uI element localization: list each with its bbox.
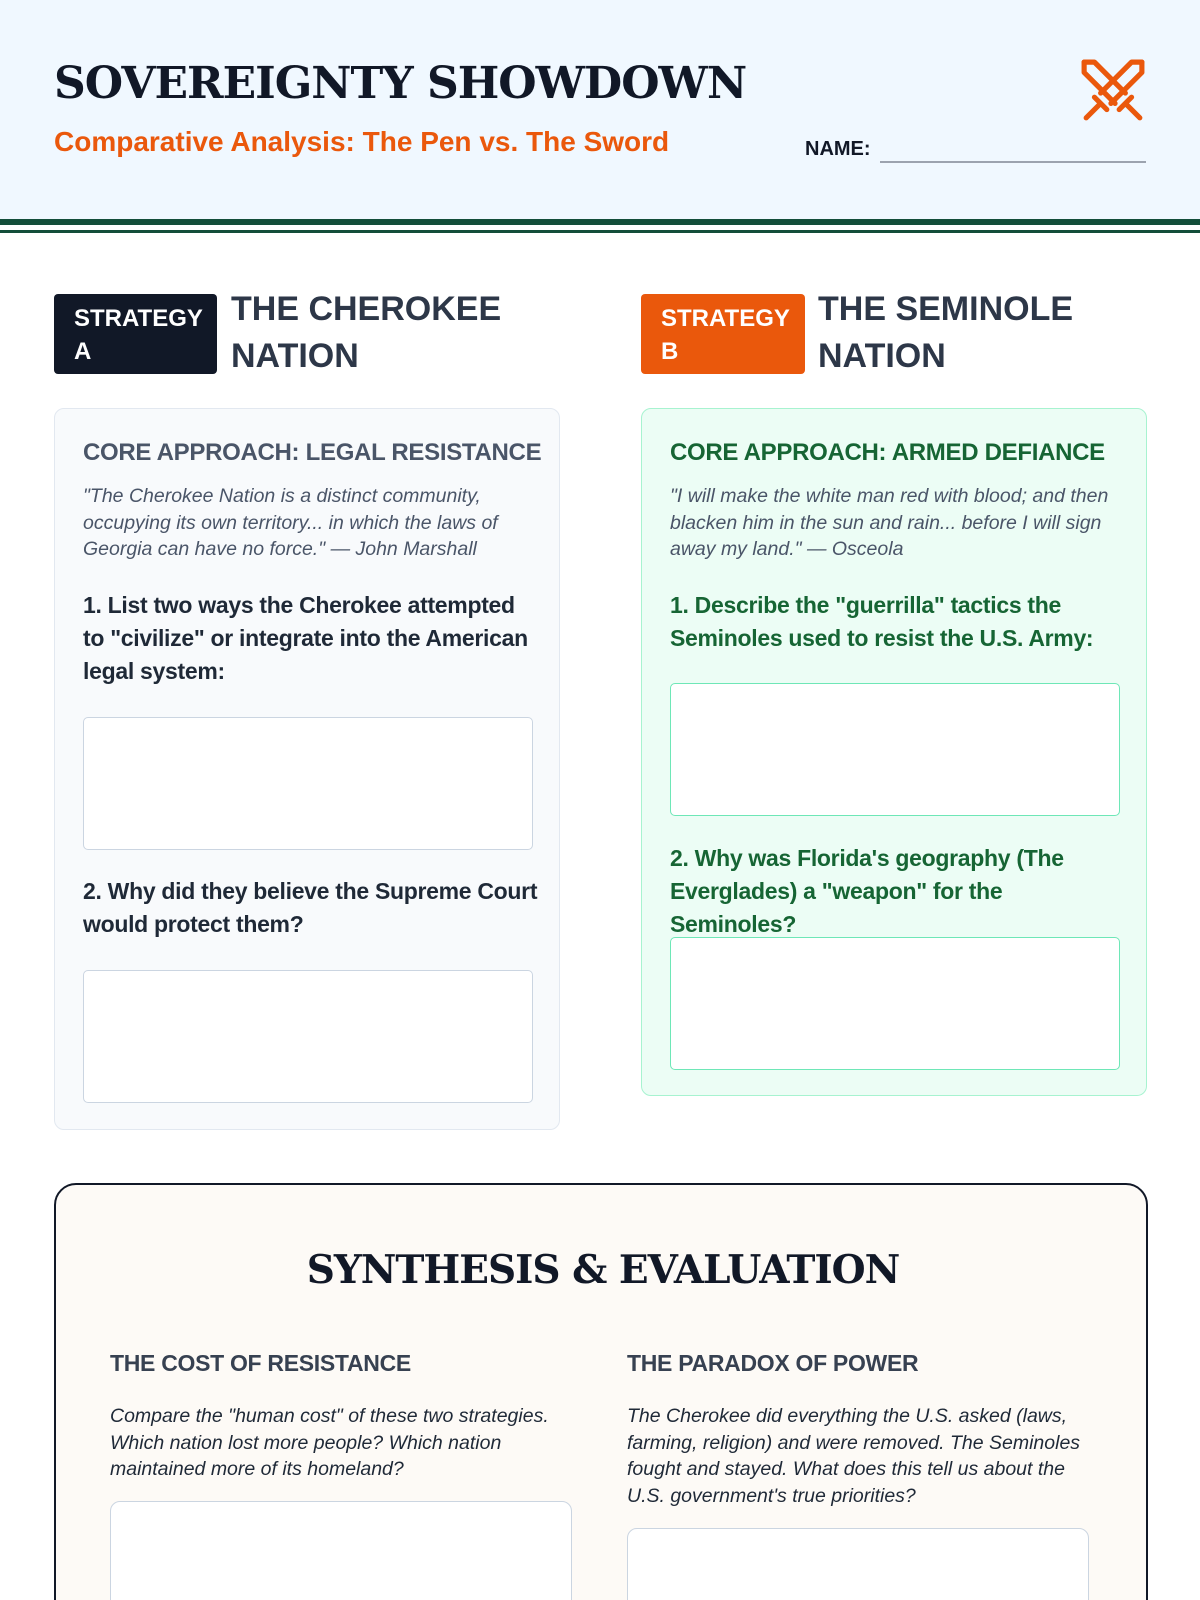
strategy-a-approach: CORE APPROACH: LEGAL RESISTANCE xyxy=(83,439,542,466)
strategy-b-answer-2[interactable] xyxy=(670,937,1120,1070)
name-field[interactable] xyxy=(880,161,1146,163)
synthesis-title: SYNTHESIS & EVALUATION xyxy=(306,1247,900,1293)
strategy-b-badge: STRATEGY B xyxy=(641,294,805,374)
crossed-swords-icon xyxy=(1080,58,1146,124)
strategy-a-question-1: 1. List two ways the Cherokee attempted to "civilize" or integrate into the American legal system: xyxy=(83,592,528,684)
strategy-a-answer-2[interactable] xyxy=(83,970,533,1103)
strategy-a-quote: "The Cherokee Nation is a distinct community, occupying its own territory... in which the laws of Georgia can have no force." — John Marshall xyxy=(83,485,498,560)
strategy-b-card xyxy=(641,408,1147,1096)
strategy-a-badge: STRATEGY A xyxy=(54,294,217,374)
strategy-b-answer-1[interactable] xyxy=(670,683,1120,816)
cost-of-resistance-answer[interactable] xyxy=(110,1501,572,1600)
cost-of-resistance-prompt: Compare the "human cost" of these two strategies. Which nation lost more people? Which nation maintained more of its homeland? xyxy=(110,1405,549,1480)
strategy-b-approach: CORE APPROACH: ARMED DEFIANCE xyxy=(670,439,1105,466)
paradox-of-power-prompt: The Cherokee did everything the U.S. asked (laws, farming, religion) and were removed. The Seminoles fought and stayed. What does this tell us about the U.S. government's true priorities? xyxy=(627,1405,1081,1507)
worksheet-header xyxy=(0,0,1200,220)
page-subtitle: Comparative Analysis: The Pen vs. The Sword xyxy=(54,126,670,157)
name-label: NAME: xyxy=(805,138,871,160)
strategy-b-quote: "I will make the white man red with blood; and then blacken him in the sun and rain... before I will sign away my land." — Osceola xyxy=(670,485,1109,560)
synthesis-section xyxy=(54,1183,1148,1600)
paradox-of-power-answer[interactable] xyxy=(627,1528,1089,1600)
strategy-b-question-1: 1. Describe the "guerrilla" tactics the Seminoles used to resist the U.S. Army: xyxy=(670,592,1094,651)
strategy-b-question-2: 2. Why was Florida's geography (The Everglades) a "weapon" for the Seminoles? xyxy=(670,845,1064,937)
strategy-a-card xyxy=(54,408,560,1130)
header-rule-thin xyxy=(0,230,1200,233)
page-title: SOVEREIGNTY SHOWDOWN xyxy=(54,58,747,109)
header-rule xyxy=(0,219,1200,225)
strategy-a-answer-1[interactable] xyxy=(83,717,533,850)
paradox-of-power-heading: THE PARADOX OF POWER xyxy=(627,1350,919,1376)
strategy-a-question-2: 2. Why did they believe the Supreme Court would protect them? xyxy=(83,878,538,937)
cost-of-resistance-heading: THE COST OF RESISTANCE xyxy=(110,1350,411,1376)
strategy-a-nation: THE CHEROKEE NATION xyxy=(231,290,502,375)
strategy-b-nation: THE SEMINOLE NATION xyxy=(818,290,1074,375)
